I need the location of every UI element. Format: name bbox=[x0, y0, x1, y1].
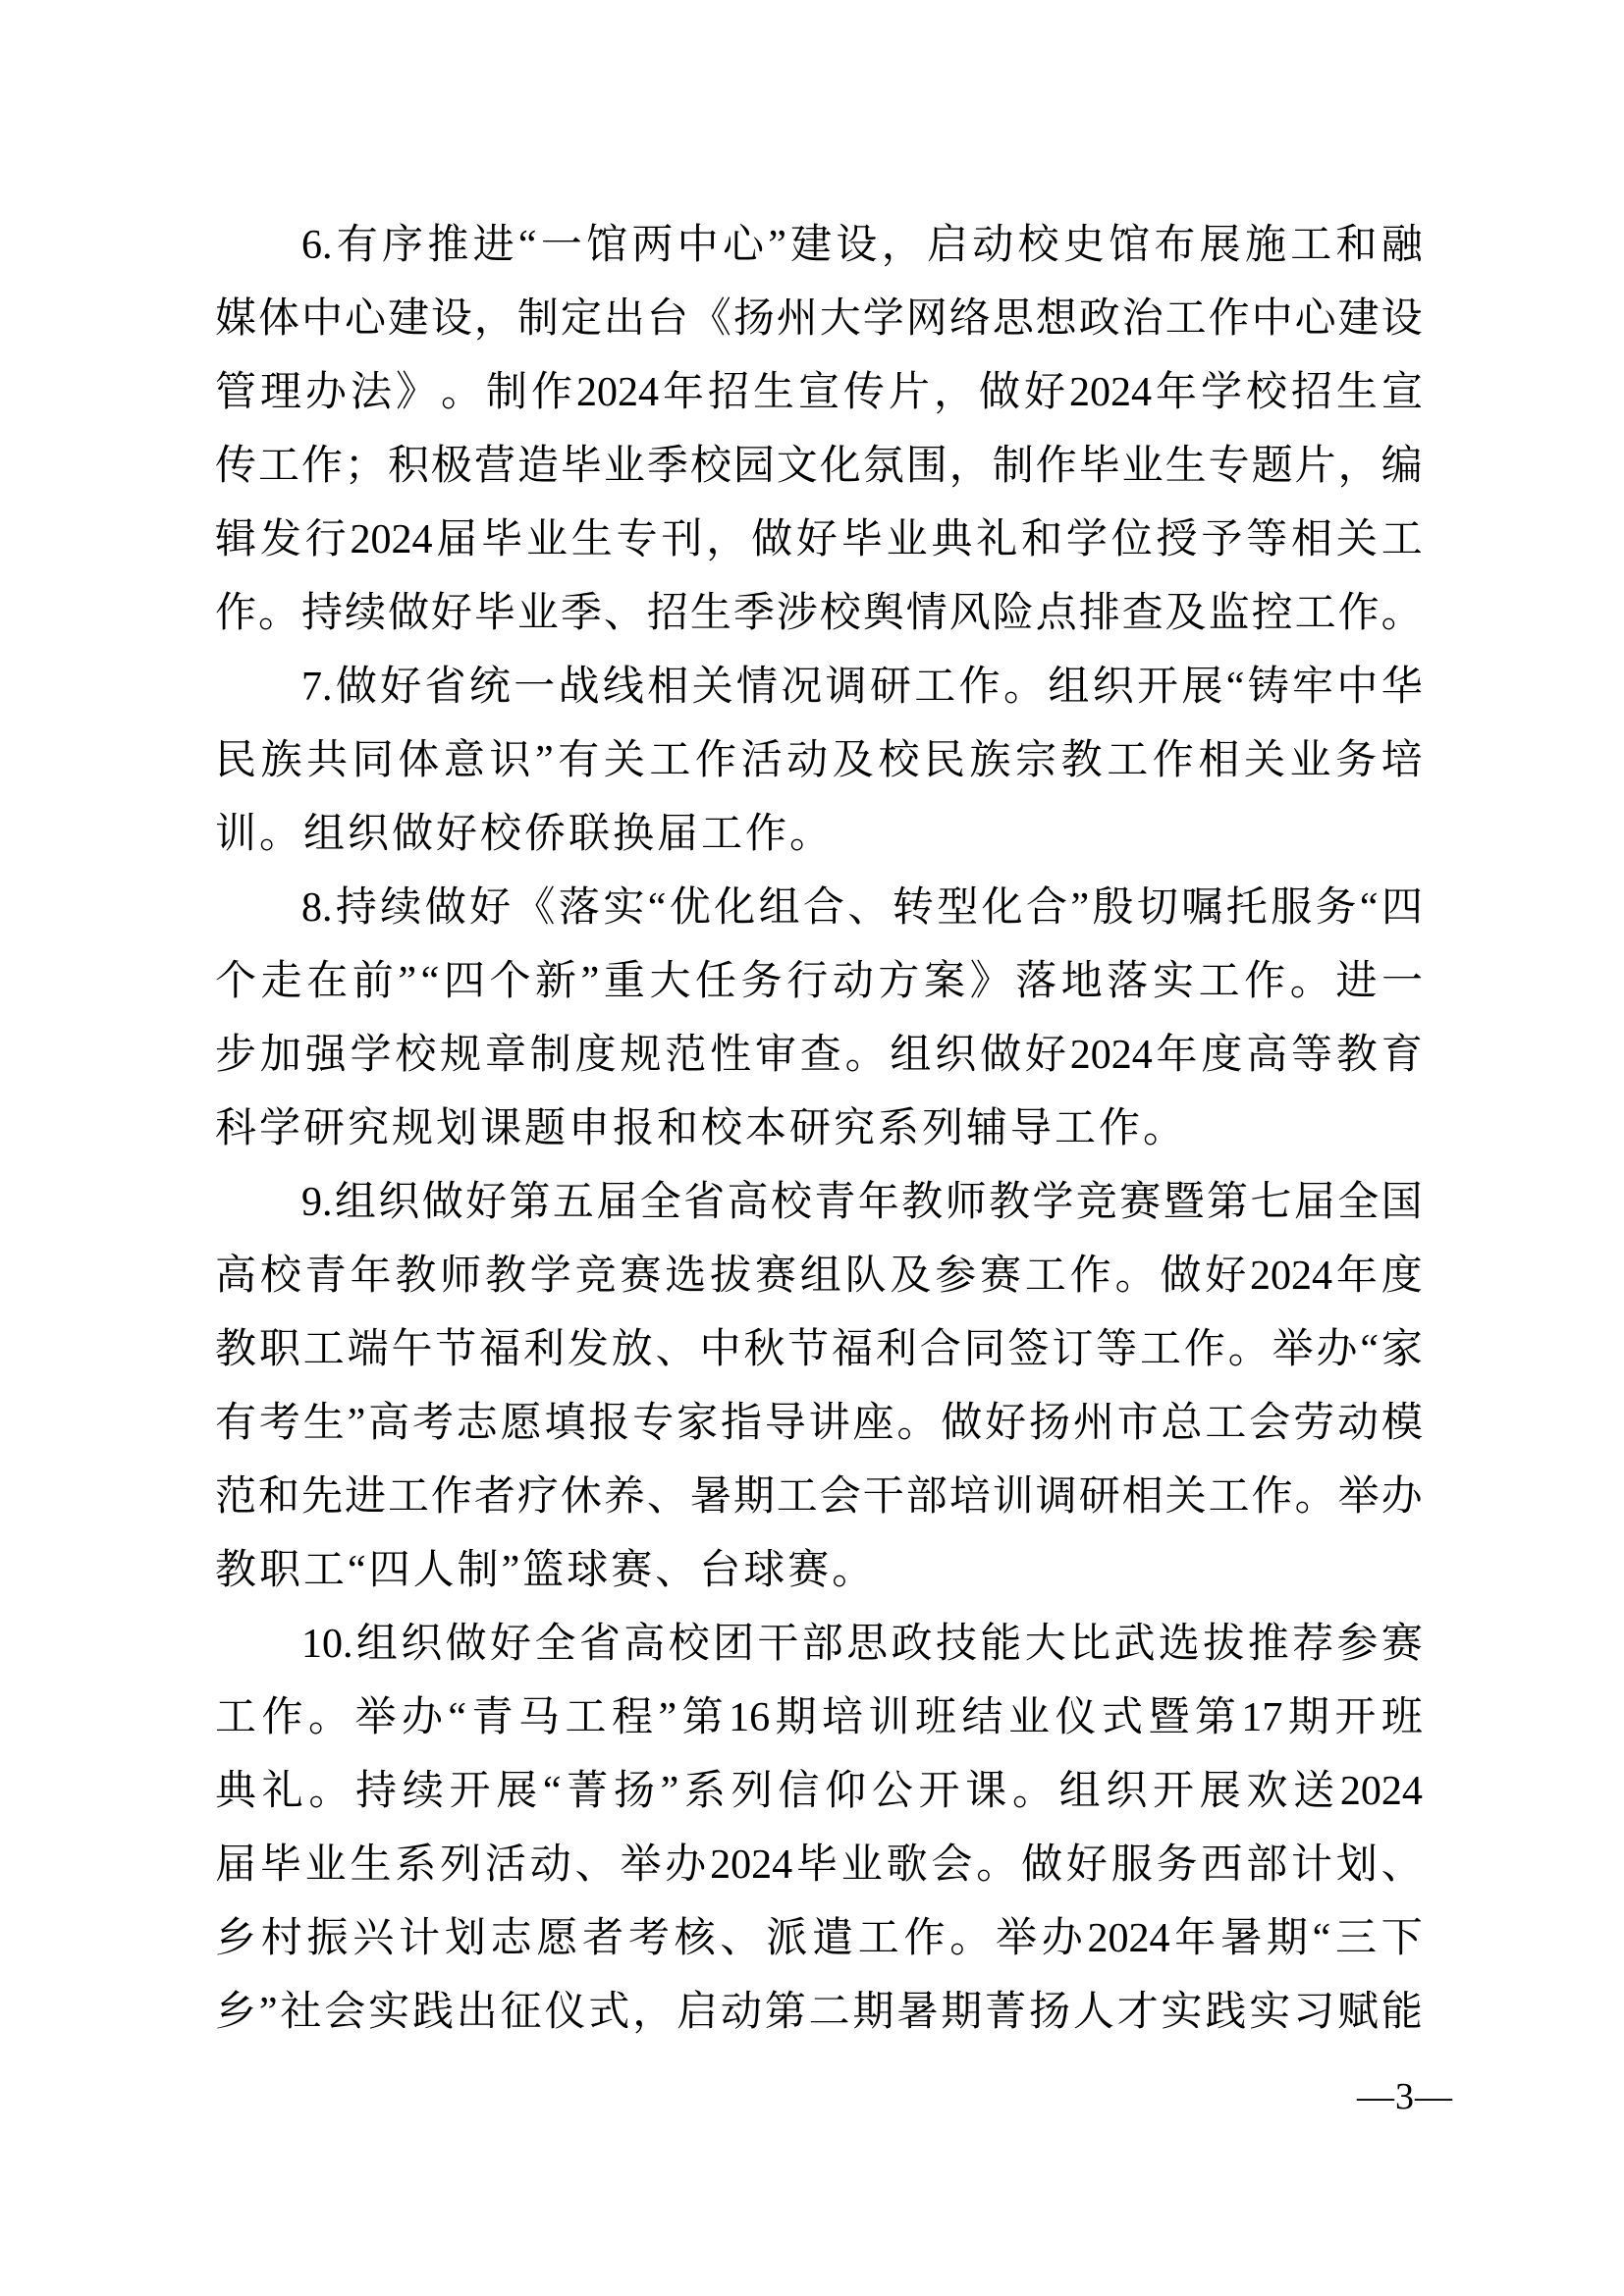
text-line: 乡 ” 社 会 实 践 出 征 仪 式 ， 启 动 第 二 期 暑 期 菁 扬 人 才 实 践 实 习 赋 能 bbox=[215, 1990, 1423, 2035]
text-line: 典 礼 。 持 续 开 展 “ 菁 扬 ” 系 列 信 仰 公 开 课 。 组 织 开 展 欢 送 2024 bbox=[215, 1769, 1423, 1814]
document-body bbox=[215, 209, 1423, 2050]
text-line: 8. 持 续 做 好 《 落 实 “ 优 化 组 合 、 转 型 化 合 ” 殷 切 嘱 托 服 务 “ 四 bbox=[301, 885, 1423, 931]
text-line: 高 校 青 年 教 师 教 学 竞 赛 选 拔 赛 组 队 及 参 赛 工 作 。 做 好 2024 年 度 bbox=[215, 1254, 1423, 1299]
text-line: 有 考 生 ” 高 考 志 愿 填 报 专 家 指 导 讲 座 。 做 好 扬 州 市 总 工 会 劳 动 模 bbox=[215, 1401, 1423, 1446]
text-line: 民 族 共 同 体 意 识 ” 有 关 工 作 活 动 及 校 民 族 宗 教 工 作 相 关 业 务 培 bbox=[215, 738, 1423, 783]
text-line: 训。组织做好校侨联换届工作。 bbox=[215, 812, 835, 857]
text-line: 乡 村 振 兴 计 划 志 愿 者 考 核 、 派 遣 工 作 。 举 办 2024 年 暑 期 “ 三 下 bbox=[215, 1916, 1423, 1961]
text-line: 步 加 强 学 校 规 章 制 度 规 范 性 审 查 。 组 织 做 好 2024 年 度 高 等 教 育 bbox=[215, 1033, 1423, 1078]
text-line: 个 走 在 前 ” “ 四 个 新 ” 重 大 任 务 行 动 方 案 》 落 地 落 实 工 作 。 进 一 bbox=[215, 959, 1423, 1004]
text-line: 教职工“四人制”篮球赛、台球赛。 bbox=[215, 1548, 877, 1593]
text-line: 教 职 工 端 午 节 福 利 发 放 、 中 秋 节 福 利 合 同 签 订 等 工 作 。 举 办 “ 家 bbox=[215, 1327, 1423, 1372]
text-line: 工 作 。 举 办 “ 青 马 工 程 ” 第 16 期 培 训 班 结 业 仪 式 暨 第 17 期 开 班 bbox=[215, 1695, 1423, 1740]
text-line: 传 工 作 ； 积 极 营 造 毕 业 季 校 园 文 化 氛 围 ， 制 作 毕 业 生 专 题 片 ， 编 bbox=[215, 444, 1423, 489]
text-line: 届 毕 业 生 系 列 活 动 、 举 办 2024 毕 业 歌 会 。 做 好 服 务 西 部 计 划 、 bbox=[215, 1842, 1423, 1888]
text-line: 辑 发 行 2024 届 毕 业 生 专 刊 ， 做 好 毕 业 典 礼 和 学 位 授 予 等 相 关 工 bbox=[215, 517, 1423, 562]
text-line: 10. 组 织 做 好 全 省 高 校 团 干 部 思 政 技 能 大 比 武 选 拔 推 荐 参 赛 bbox=[301, 1622, 1423, 1667]
text-line: 媒 体 中 心 建 设 ， 制 定 出 台 《 扬 州 大 学 网 络 思 想 政 治 工 作 中 心 建 设 bbox=[215, 296, 1423, 342]
text-line: 管 理 办 法 》 。 制 作 2024 年 招 生 宣 传 片 ， 做 好 2024 年 学 校 招 生 宣 bbox=[215, 370, 1423, 415]
page-number: —3— bbox=[1357, 2076, 1453, 2117]
text-line: 科学研究规划课题申报和校本研究系列辅导工作。 bbox=[215, 1106, 1188, 1151]
text-line: 6. 有 序 推 进 “ 一 馆 两 中 心 ” 建 设 ， 启 动 校 史 馆 布 展 施 工 和 融 bbox=[301, 223, 1423, 268]
text-line: 7. 做 好 省 统 一 战 线 相 关 情 况 调 研 工 作 。 组 织 开 展 “ 铸 牢 中 华 bbox=[301, 665, 1423, 710]
text-line: 作 。 持 续 做 好 毕 业 季 、 招 生 季 涉 校 舆 情 风 险 点 排 查 及 监 控 工 作 。 bbox=[215, 591, 1423, 636]
text-line: 范 和 先 进 工 作 者 疗 休 养 、 暑 期 工 会 干 部 培 训 调 研 相 关 工 作 。 举 办 bbox=[215, 1474, 1423, 1520]
text-line: 9. 组 织 做 好 第 五 届 全 省 高 校 青 年 教 师 教 学 竞 赛 暨 第 七 届 全 国 bbox=[301, 1180, 1423, 1225]
